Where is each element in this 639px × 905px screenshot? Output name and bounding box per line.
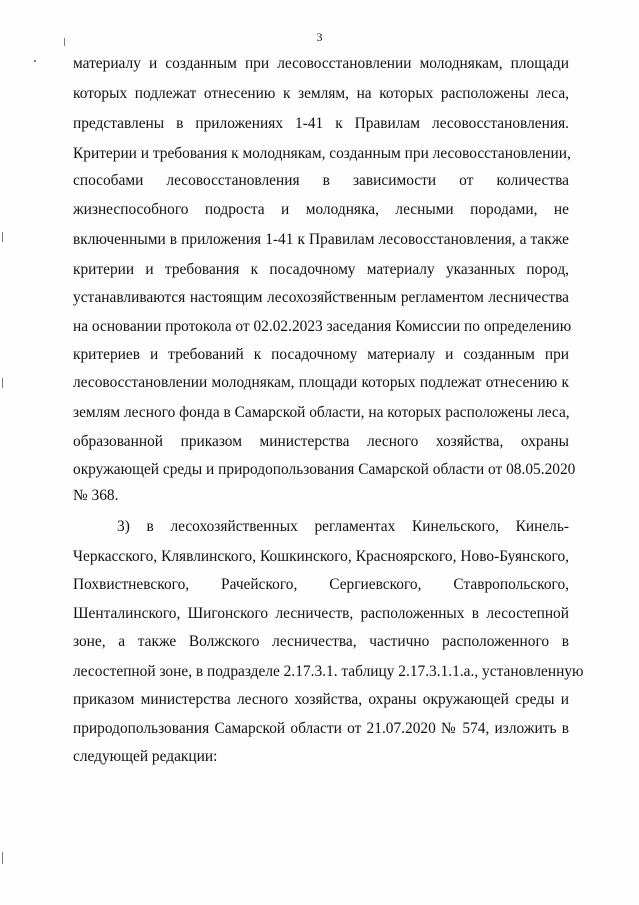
text-line: устанавливаются настоящим лесохозяйственным регламентом лесничества [73, 289, 569, 306]
text-line: следующей редакции: [73, 748, 218, 765]
text-line: Критерии и требования к молоднякам, созданным при лесовосстановлении, [73, 145, 571, 162]
text-line: жизнеспособного подроста и молодняка, лесными породами, не [73, 201, 569, 218]
scan-artifact [2, 232, 3, 242]
text-line: Похвистневского, Рачейского, Сергиевского, Ставропольского, [73, 576, 569, 593]
text-line: включенными в приложения 1-41 к Правилам лесовосстановления, а также [73, 231, 569, 248]
text-line: Шенталинского, Шигонского лесничеств, расположенных в лесостепной [73, 605, 569, 622]
text-line: лесовосстановлении молоднякам, площади которых подлежат отнесению к [73, 374, 569, 391]
text-line: землям лесного фонда в Самарской области, на которых расположены леса, [73, 404, 570, 421]
text-line: представлены в приложениях 1-41 к Правилам лесовосстановления. [73, 115, 569, 132]
text-line: образованной приказом министерства лесного хозяйства, охраны [73, 433, 569, 450]
scan-artifact [2, 378, 3, 388]
text-line: лесостепной зоне, в подразделе 2.17.3.1. таблицу 2.17.3.1.1.а., установленную [73, 663, 584, 680]
text-line: Черкасского, Клявлинского, Кошкинского, Красноярского, Ново-Буянского, [73, 548, 569, 565]
text-line: зоне, а также Волжского лесничества, частично расположенного в [73, 633, 569, 650]
scan-artifact [34, 60, 36, 62]
scan-artifact [64, 38, 65, 46]
text-line: окружающей среды и природопользования Самарской области от 08.05.2020 [73, 461, 576, 478]
text-line: природопользования Самарской области от 21.07.2020 № 574, изложить в [73, 720, 569, 737]
text-line: критериев и требований к посадочному материалу и созданным при [73, 346, 569, 363]
text-line: приказом министерства лесного хозяйства, охраны окружающей среды и [73, 691, 569, 708]
text-line: № 368. [73, 487, 119, 504]
paragraph-first-line: 3) в лесохозяйственных регламентах Кинельского, Кинель- [117, 518, 569, 535]
text-line: критерии и требования к посадочному материалу указанных пород, [73, 261, 569, 278]
page-number: 3 [316, 30, 323, 44]
text-line: способами лесовосстановления в зависимости от количества [73, 172, 569, 189]
text-line: материалу и созданным при лесовосстановлении молоднякам, площади [73, 55, 569, 72]
text-line: на основании протокола от 02.02.2023 заседания Комиссии по определению [73, 318, 572, 335]
text-line: которых подлежат отнесению к землям, на которых расположены леса, [73, 85, 569, 102]
scan-artifact [2, 852, 3, 864]
